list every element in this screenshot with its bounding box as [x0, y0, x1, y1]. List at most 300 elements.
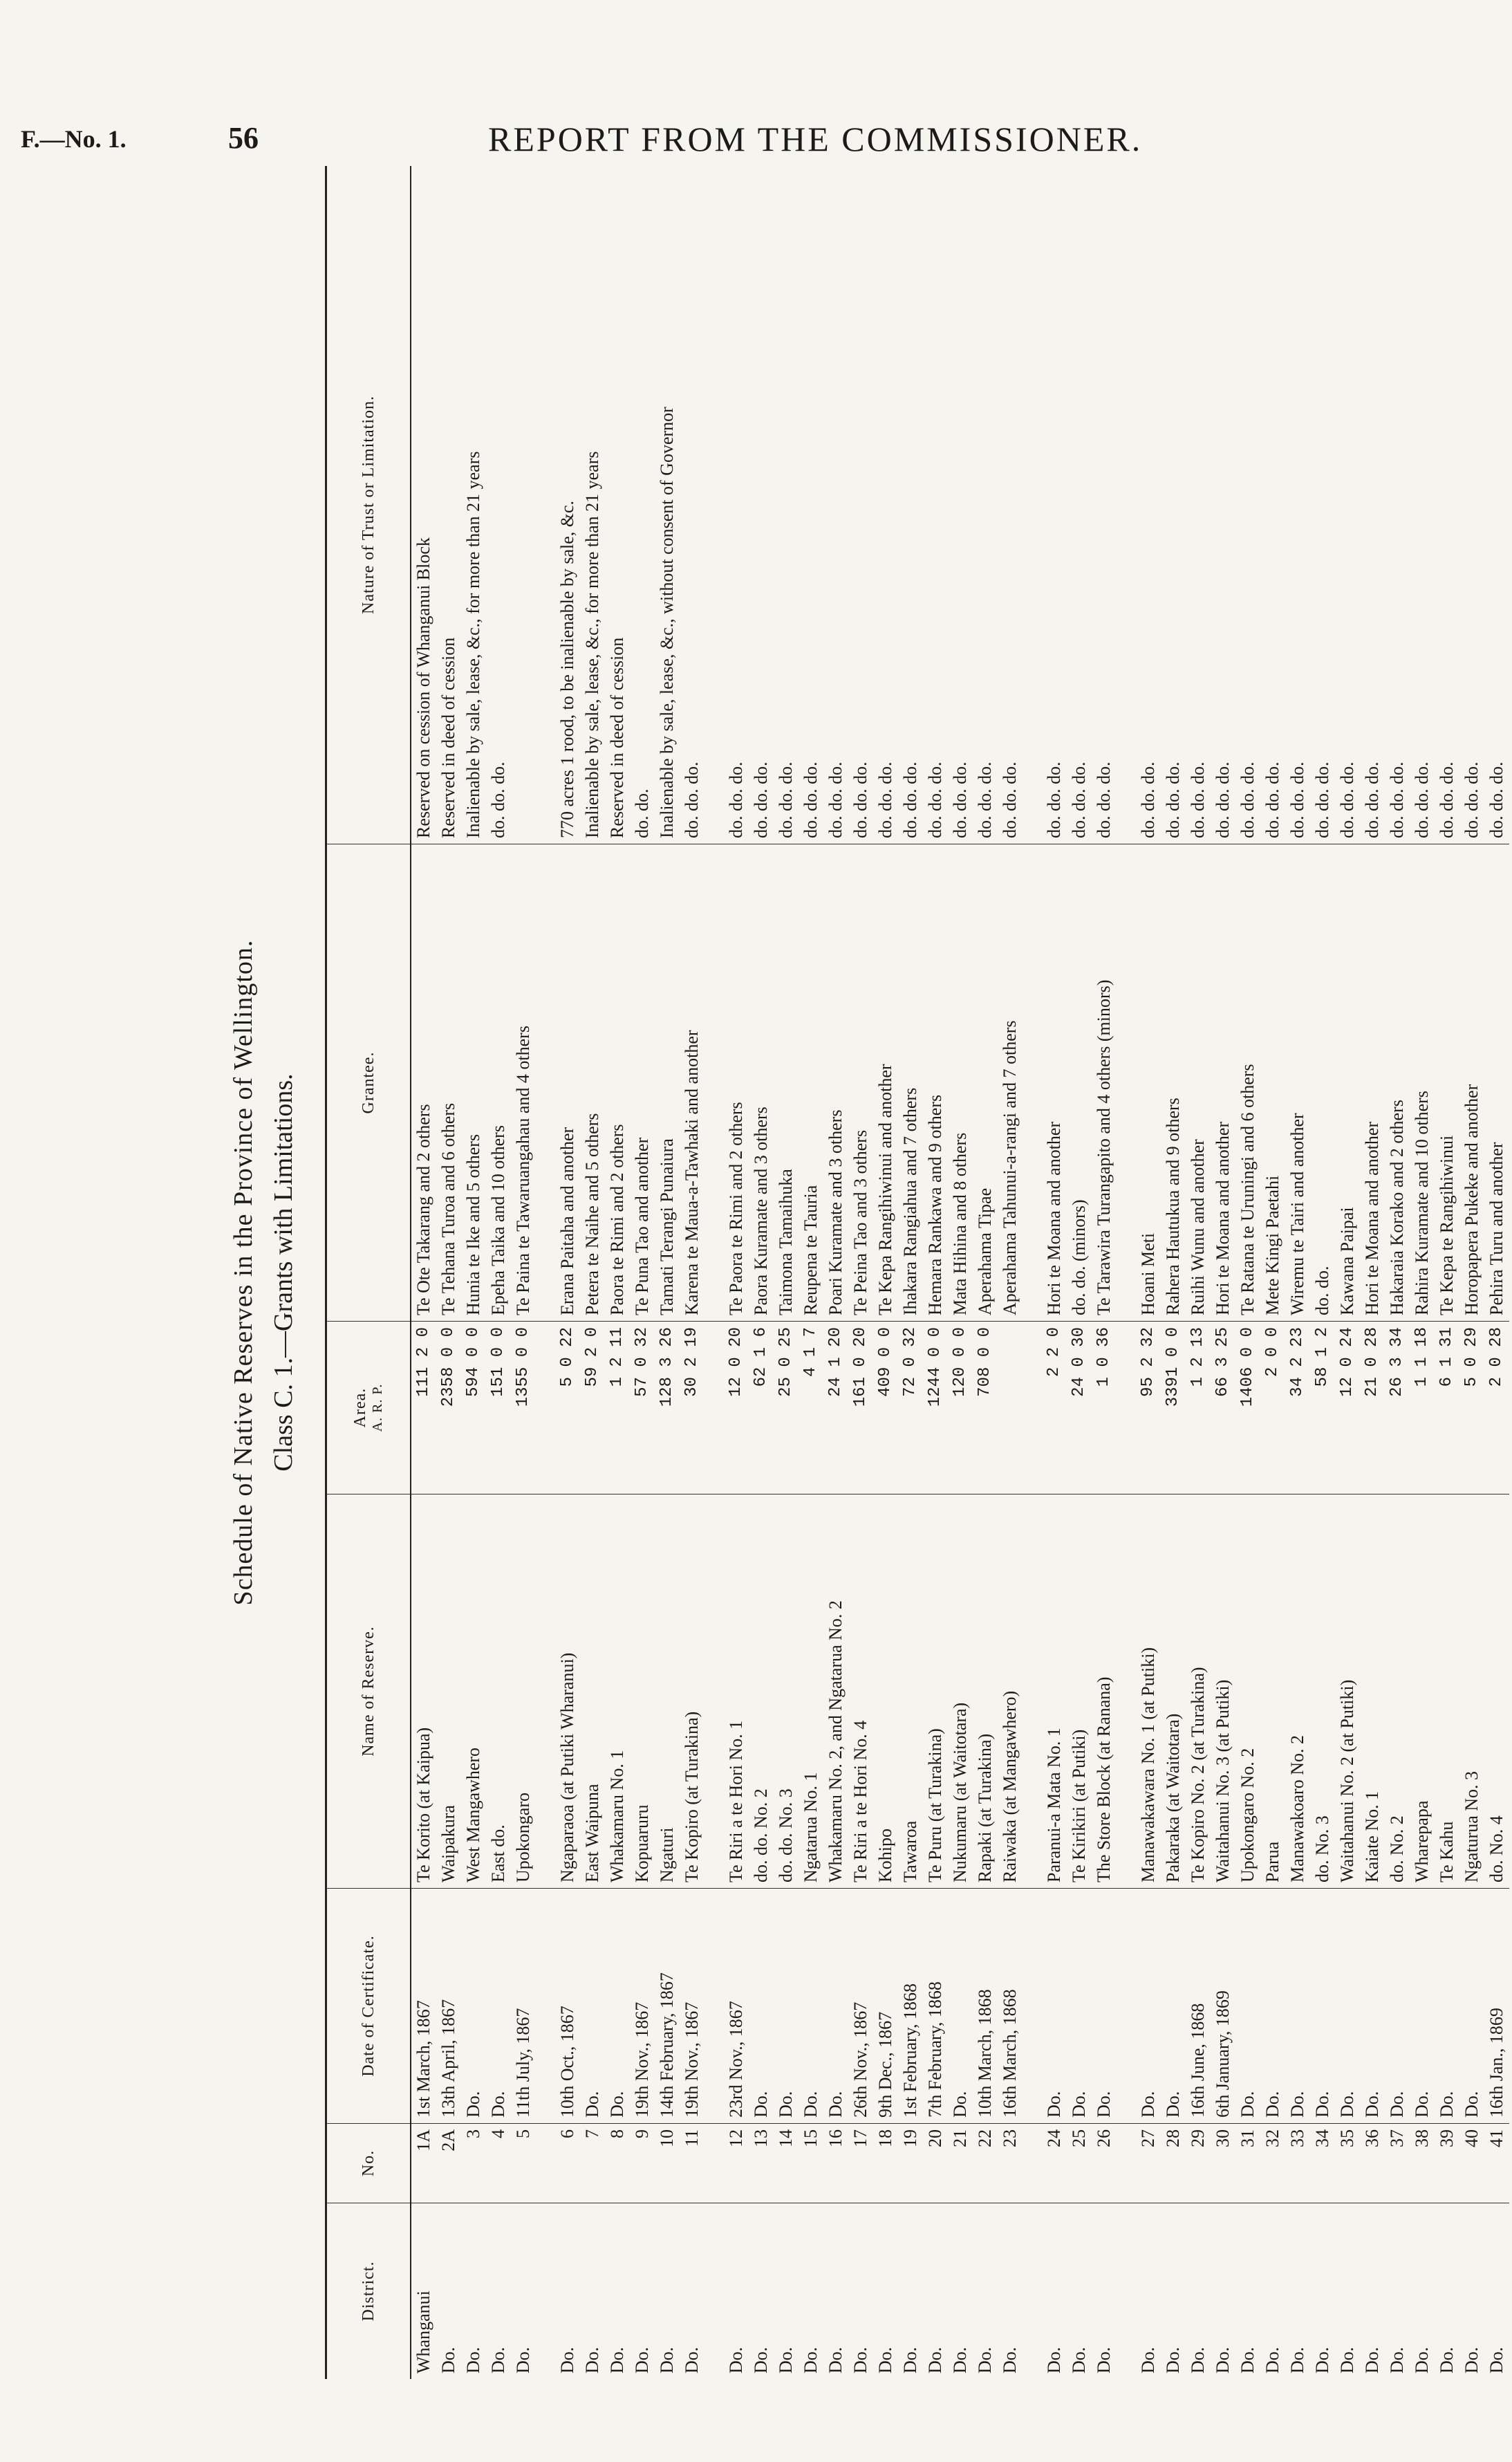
table-row	[873, 166, 898, 2379]
group-spacer	[704, 166, 724, 2379]
table-row	[998, 166, 1023, 2379]
cell-trust: do. do. do.	[1000, 761, 1020, 838]
cell-no: 35	[1335, 2123, 1360, 2203]
cell-date: 9th Dec., 1867	[873, 1888, 898, 2123]
schedule-title: Schedule of Native Reserves in the Province of Wellington.	[229, 939, 258, 1606]
cell-area: 24 1 20	[823, 1321, 848, 1494]
spacer-cell	[536, 166, 555, 844]
table-row	[461, 166, 486, 2379]
cell-grantee: Taimona Tamaihuka	[774, 844, 799, 1321]
cell-district: Do.	[1435, 2203, 1459, 2379]
cell-area: 12 0 24	[1335, 1321, 1360, 1494]
cell-date: Do.	[749, 1888, 774, 2123]
col-district: District.	[327, 2203, 410, 2379]
cell-area: 1 2 11	[605, 1321, 630, 1494]
cell-name: The Store Block (at Ranana)	[1092, 1494, 1117, 1888]
spacer-cell	[536, 1321, 555, 1494]
spacer-cell	[1117, 1321, 1136, 1494]
cell-grantee: Aperahama Tipae	[973, 844, 998, 1321]
cell-grantee: Te Peina Tao and 3 others	[848, 844, 873, 1321]
cell-district: Do.	[511, 2203, 536, 2379]
table-row	[1360, 166, 1385, 2379]
cell-area: 1 2 13	[1186, 1321, 1211, 1494]
cell-date: Do.	[1310, 1888, 1335, 2123]
cell-grantee: Ruihi Wunu and another	[1186, 844, 1211, 1321]
cell-area: 1 1 18	[1410, 1321, 1435, 1494]
table-row	[1136, 166, 1161, 2379]
cell-no: 23	[998, 2123, 1023, 2203]
spacer-cell	[704, 2123, 724, 2203]
cell-district: Do.	[1459, 2203, 1484, 2379]
cell-grantee: Rahira Kuramate and 10 others	[1410, 844, 1435, 1321]
schedule-table-rotated	[228, 166, 1507, 2379]
col-no: No.	[327, 2123, 410, 2203]
cell-district: Do.	[1042, 2203, 1067, 2379]
cell-date: Do.	[486, 1888, 511, 2123]
cell-no: 24	[1042, 2123, 1067, 2203]
cell-no: 2A	[436, 2123, 461, 2203]
cell-grantee: Hori te Moana and another	[1211, 844, 1235, 1321]
cell-date: Do.	[1235, 1888, 1260, 2123]
col-area-units: A. R. P.	[370, 1383, 385, 1432]
cell-trust: do. do. do.	[682, 761, 702, 838]
cell-trust: do. do. do.	[801, 761, 821, 838]
cell-area: 161 0 20	[848, 1321, 873, 1494]
spacer-cell	[1117, 2123, 1136, 2203]
table-row	[1161, 166, 1186, 2379]
cell-trust: do. do. do.	[488, 761, 508, 838]
cell-district: Do.	[1260, 2203, 1285, 2379]
cell-grantee: Tamati Terangi Punaiura	[655, 844, 680, 1321]
cell-trust: do. do.	[632, 788, 652, 838]
cell-trust: do. do. do.	[950, 761, 970, 838]
cell-date: 16th March, 1868	[998, 1888, 1023, 2123]
class-title: Class C. 1.—Grants with Limitations.	[269, 1073, 298, 1472]
cell-area	[998, 1321, 1023, 1494]
cell-name: Whakamaru No. 1	[605, 1494, 630, 1888]
cell-grantee: Mete Kingi Paetahi	[1260, 844, 1285, 1321]
cell-date: Do.	[1335, 1888, 1360, 2123]
cell-grantee: Te Tehana Turoa and 6 others	[436, 844, 461, 1321]
cell-grantee: Ihakara Rangiahua and 7 others	[898, 844, 923, 1321]
table-row	[948, 166, 973, 2379]
cell-trust: do. do. do.	[850, 761, 870, 838]
cell-trust: Inalienable by sale, lease, &c., without consent of Governor	[657, 407, 677, 838]
cell-name: Waitahanui No. 3 (at Putiki)	[1211, 1494, 1235, 1888]
cell-grantee: Petera te Naihe and 5 others	[580, 844, 605, 1321]
spacer-cell	[1023, 166, 1042, 844]
cell-date: Do.	[1459, 1888, 1484, 2123]
cell-name: do. No. 4	[1484, 1494, 1509, 1888]
table-row	[605, 166, 630, 2379]
cell-name: do. No. 3	[1310, 1494, 1335, 1888]
cell-area: 5 0 29	[1459, 1321, 1484, 1494]
cell-name: Waipakura	[436, 1494, 461, 1888]
cell-trust: 770 acres 1 rood, to be inalienable by sale, &c.	[557, 500, 577, 838]
cell-area: 72 0 32	[898, 1321, 923, 1494]
cell-district: Do.	[823, 2203, 848, 2379]
cell-trust: do. do. do.	[900, 761, 920, 838]
cell-area: 58 1 2	[1310, 1321, 1335, 1494]
cell-trust: do. do. do.	[925, 761, 945, 838]
cell-district: Do.	[1484, 2203, 1509, 2379]
cell-grantee: Hori te Moana and another	[1360, 844, 1385, 1321]
cell-grantee: Mata Hihina and 8 others	[948, 844, 973, 1321]
table-row	[580, 166, 605, 2379]
cell-no: 3	[461, 2123, 486, 2203]
cell-date: Do.	[799, 1888, 823, 2123]
table-row	[1235, 166, 1260, 2379]
cell-date: 23rd Nov., 1867	[724, 1888, 749, 2123]
cell-trust: Reserved on cession of Whanganui Block	[413, 537, 433, 838]
cell-district: Do.	[948, 2203, 973, 2379]
cell-trust: do. do. do.	[1044, 761, 1064, 838]
table-row	[1042, 166, 1067, 2379]
cell-area: 2 2 0	[1042, 1321, 1067, 1494]
cell-trust: do. do. do.	[875, 761, 895, 838]
table-row	[1435, 166, 1459, 2379]
cell-area: 34 2 23	[1285, 1321, 1310, 1494]
cell-name: Kohipo	[873, 1494, 898, 1888]
cell-date: 19th Nov., 1867	[630, 1888, 655, 2123]
table-row	[1410, 166, 1435, 2379]
col-grantee: Grantee.	[327, 844, 410, 1321]
table-row	[555, 166, 580, 2379]
table-row	[1211, 166, 1235, 2379]
cell-trust: do. do. do.	[1188, 761, 1208, 838]
cell-district: Do.	[998, 2203, 1023, 2379]
cell-district: Do.	[749, 2203, 774, 2379]
cell-district: Do.	[630, 2203, 655, 2379]
cell-district: Do.	[1310, 2203, 1335, 2379]
spacer-cell	[536, 844, 555, 1321]
cell-no: 27	[1136, 2123, 1161, 2203]
cell-area: 30 2 19	[680, 1321, 704, 1494]
cell-trust: do. do. do.	[1213, 761, 1233, 838]
cell-trust: do. do. do.	[726, 761, 746, 838]
cell-name: Upokongaro No. 2	[1235, 1494, 1260, 1888]
table-row	[898, 166, 923, 2379]
cell-grantee: Pehira Turu and another	[1484, 844, 1509, 1321]
cell-trust: Reserved in deed of cession	[438, 637, 458, 838]
cell-area: 128 3 26	[655, 1321, 680, 1494]
page-number: 56	[228, 121, 259, 155]
table-row	[848, 166, 873, 2379]
table-row	[1335, 166, 1360, 2379]
cell-grantee: Hoani Meti	[1136, 844, 1161, 1321]
cell-no: 19	[898, 2123, 923, 2203]
table-row	[724, 166, 749, 2379]
cell-no: 11	[680, 2123, 704, 2203]
cell-district: Do.	[1410, 2203, 1435, 2379]
group-spacer	[536, 166, 555, 2379]
cell-trust: do. do. do.	[825, 761, 846, 838]
cell-grantee: Horopapera Pukeke and another	[1459, 844, 1484, 1321]
cell-grantee: Poari Kuramate and 3 others	[823, 844, 848, 1321]
cell-name: Kaiate No. 1	[1360, 1494, 1385, 1888]
cell-no: 17	[848, 2123, 873, 2203]
cell-no: 25	[1067, 2123, 1092, 2203]
cell-district: Do.	[1092, 2203, 1117, 2379]
cell-name: Te Riri a te Hori No. 1	[724, 1494, 749, 1888]
cell-date: 7th February, 1868	[923, 1888, 948, 2123]
cell-name: Kopuaruru	[630, 1494, 655, 1888]
cell-date: Do.	[1067, 1888, 1092, 2123]
spacer-cell	[1117, 2203, 1136, 2379]
cell-no: 36	[1360, 2123, 1385, 2203]
spacer-cell	[536, 2203, 555, 2379]
cell-area: 2 0 0	[1260, 1321, 1285, 1494]
cell-date: Do.	[1042, 1888, 1067, 2123]
cell-grantee: Paora Kuramate and 3 others	[749, 844, 774, 1321]
cell-area: 59 2 0	[580, 1321, 605, 1494]
cell-district: Do.	[461, 2203, 486, 2379]
table-row	[630, 166, 655, 2379]
cell-district: Do.	[1335, 2203, 1360, 2379]
cell-trust: do. do. do.	[1387, 761, 1407, 838]
cell-no: 6	[555, 2123, 580, 2203]
col-name: Name of Reserve.	[327, 1494, 410, 1888]
cell-grantee: Reupena te Tauria	[799, 844, 823, 1321]
cell-name: Te Kirikiri (at Putiki)	[1067, 1494, 1092, 1888]
table-row	[749, 166, 774, 2379]
cell-grantee: Wiremu te Tairi and another	[1285, 844, 1310, 1321]
table-header	[325, 166, 411, 2379]
cell-grantee: Te Paina te Tawaruangahau and 4 others	[511, 844, 536, 1321]
table-row	[973, 166, 998, 2379]
cell-trust: do. do. do.	[1312, 761, 1332, 838]
cell-grantee: Te Puna Tao and another	[630, 844, 655, 1321]
spacer-cell	[1117, 1888, 1136, 2123]
cell-date: Do.	[605, 1888, 630, 2123]
cell-name: Manawakoaro No. 2	[1285, 1494, 1310, 1888]
cell-area: 409 0 0	[873, 1321, 898, 1494]
cell-trust: do. do. do.	[1138, 761, 1158, 838]
cell-trust: Inalienable by sale, lease, &c., for more than 21 years	[582, 451, 602, 838]
cell-grantee: Te Kepa te Rangihiwinui	[1435, 844, 1459, 1321]
cell-date: 26th Nov., 1867	[848, 1888, 873, 2123]
cell-district: Do.	[1360, 2203, 1385, 2379]
spacer-cell	[1023, 844, 1042, 1321]
cell-district: Do.	[436, 2203, 461, 2379]
cell-name: East do.	[486, 1494, 511, 1888]
table-row	[1260, 166, 1285, 2379]
cell-grantee: Hemara Rankawa and 9 others	[923, 844, 948, 1321]
cell-name: Ngatarua No. 1	[799, 1494, 823, 1888]
cell-date: Do.	[1136, 1888, 1161, 2123]
cell-name: Pakaraka (at Waitotara)	[1161, 1494, 1186, 1888]
cell-district: Whanganui	[411, 2203, 436, 2379]
cell-name: Ngaturi	[655, 1494, 680, 1888]
cell-no: 5	[511, 2123, 536, 2203]
spacer-cell	[704, 844, 724, 1321]
table-row	[923, 166, 948, 2379]
cell-grantee: Te Tarawira Turangapito and 4 others (minors)	[1092, 844, 1117, 1321]
cell-area: 21 0 28	[1360, 1321, 1385, 1494]
cell-no: 26	[1092, 2123, 1117, 2203]
spacer-cell	[1117, 844, 1136, 1321]
cell-area: 151 0 0	[486, 1321, 511, 1494]
table-row	[1385, 166, 1410, 2379]
cell-no: 38	[1410, 2123, 1435, 2203]
cell-grantee: Hakaraia Korako and 2 others	[1385, 844, 1410, 1321]
cell-name: Wharepapa	[1410, 1494, 1435, 1888]
cell-district: Do.	[848, 2203, 873, 2379]
spacer-cell	[704, 1494, 724, 1888]
cell-grantee: Te Ote Takarang and 2 others	[411, 844, 436, 1321]
cell-trust: Reserved in deed of cession	[607, 637, 627, 838]
cell-no: 41	[1484, 2123, 1509, 2203]
cell-area: 95 2 32	[1136, 1321, 1161, 1494]
cell-district: Do.	[1161, 2203, 1186, 2379]
cell-area: 5 0 22	[555, 1321, 580, 1494]
cell-no: 4	[486, 2123, 511, 2203]
cell-name: Upokongaro	[511, 1494, 536, 1888]
cell-district: Do.	[1067, 2203, 1092, 2379]
cell-area: 6 1 31	[1435, 1321, 1459, 1494]
cell-trust: do. do. do.	[1163, 761, 1183, 838]
cell-date: Do.	[1385, 1888, 1410, 2123]
spacer-cell	[704, 1321, 724, 1494]
cell-date: Do.	[1260, 1888, 1285, 2123]
spacer-cell	[704, 2203, 724, 2379]
cell-date: Do.	[823, 1888, 848, 2123]
cell-no: 28	[1161, 2123, 1186, 2203]
col-area	[327, 1321, 410, 1494]
cell-area: 66 3 25	[1211, 1321, 1235, 1494]
cell-name: do. do. No. 3	[774, 1494, 799, 1888]
cell-name: Parua	[1260, 1494, 1285, 1888]
cell-date: 11th July, 1867	[511, 1888, 536, 2123]
cell-trust: do. do. do.	[751, 761, 771, 838]
spacer-cell	[1023, 1494, 1042, 1888]
cell-date: Do.	[1092, 1888, 1117, 2123]
spacer-cell	[1117, 1494, 1136, 1888]
cell-grantee: Rahera Hautukua and 9 others	[1161, 844, 1186, 1321]
cell-name: Te Puru (at Turakina)	[923, 1494, 948, 1888]
cell-area: 3391 0 0	[1161, 1321, 1186, 1494]
cell-trust: do. do. do.	[776, 761, 796, 838]
cell-trust: do. do. do.	[1486, 761, 1506, 838]
cell-name: Manawakawara No. 1 (at Putiki)	[1136, 1494, 1161, 1888]
cell-date: Do.	[1410, 1888, 1435, 2123]
cell-grantee: Hunia te Ike and 5 others	[461, 844, 486, 1321]
cell-district: Do.	[486, 2203, 511, 2379]
cell-district: Do.	[555, 2203, 580, 2379]
col-trust: Nature of Trust or Limitation.	[359, 396, 377, 614]
cell-grantee: Te Paora te Rimi and 2 others	[724, 844, 749, 1321]
table-row	[1092, 166, 1117, 2379]
cell-district: Do.	[680, 2203, 704, 2379]
cell-name: Te Kopiro No. 2 (at Turakina)	[1186, 1494, 1211, 1888]
cell-area: 594 0 0	[461, 1321, 486, 1494]
cell-no: 21	[948, 2123, 973, 2203]
cell-grantee: Erana Paitaha and another	[555, 844, 580, 1321]
cell-area: 1406 0 0	[1235, 1321, 1260, 1494]
cell-no: 9	[630, 2123, 655, 2203]
cell-no: 8	[605, 2123, 630, 2203]
cell-no: 29	[1186, 2123, 1211, 2203]
cell-district: Do.	[605, 2203, 630, 2379]
cell-district: Do.	[1186, 2203, 1211, 2379]
spacer-cell	[536, 1888, 555, 2123]
cell-area: 12 0 20	[724, 1321, 749, 1494]
table-row	[655, 166, 680, 2379]
cell-trust: do. do. do.	[1094, 761, 1114, 838]
cell-trust: do. do. do.	[1069, 761, 1089, 838]
cell-name: Rapaki (at Turakina)	[973, 1494, 998, 1888]
cell-date: 1st February, 1868	[898, 1888, 923, 2123]
cell-grantee: Paora te Rimi and 2 others	[605, 844, 630, 1321]
cell-district: Do.	[1136, 2203, 1161, 2379]
cell-trust: Inalienable by sale, lease, &c., for more than 21 years	[463, 451, 483, 838]
cell-area: 24 0 30	[1067, 1321, 1092, 1494]
cell-no: 34	[1310, 2123, 1335, 2203]
cell-no: 13	[749, 2123, 774, 2203]
cell-trust	[511, 166, 536, 844]
cell-no: 12	[724, 2123, 749, 2203]
cell-name: Te Korito (at Kaipua)	[411, 1494, 436, 1888]
cell-date: 10th March, 1868	[973, 1888, 998, 2123]
cell-no: 10	[655, 2123, 680, 2203]
cell-date: Do.	[580, 1888, 605, 2123]
cell-grantee: Karena te Maua-a-Tawhaki and another	[680, 844, 704, 1321]
cell-area: 708 0 0	[973, 1321, 998, 1494]
cell-grantee: Hori te Moana and another	[1042, 844, 1067, 1321]
cell-date: Do.	[948, 1888, 973, 2123]
cell-no: 30	[1211, 2123, 1235, 2203]
cell-trust: do. do. do.	[1412, 761, 1432, 838]
cell-area: 25 0 25	[774, 1321, 799, 1494]
cell-no: 40	[1459, 2123, 1484, 2203]
cell-date: Do.	[1360, 1888, 1385, 2123]
table-row	[680, 166, 704, 2379]
table-row	[511, 166, 536, 2379]
cell-area: 2358 0 0	[436, 1321, 461, 1494]
cell-date: 6th January, 1869	[1211, 1888, 1235, 2123]
cell-date: Do.	[774, 1888, 799, 2123]
cell-trust: do. do. do.	[1462, 761, 1482, 838]
cell-grantee: Kawana Paipai	[1335, 844, 1360, 1321]
cell-no: 37	[1385, 2123, 1410, 2203]
cell-no: 18	[873, 2123, 898, 2203]
cell-name: Te Kahu	[1435, 1494, 1459, 1888]
cell-date: 10th Oct., 1867	[555, 1888, 580, 2123]
table-row	[436, 166, 461, 2379]
cell-district: Do.	[1385, 2203, 1410, 2379]
cell-area: 120 0 0	[948, 1321, 973, 1494]
cell-trust: do. do. do.	[1362, 761, 1382, 838]
spacer-cell	[1023, 2203, 1042, 2379]
cell-no: 14	[774, 2123, 799, 2203]
report-title: REPORT FROM THE COMMISSIONER.	[488, 120, 1143, 158]
cell-name: Tawaroa	[898, 1494, 923, 1888]
cell-area: 62 1 6	[749, 1321, 774, 1494]
cell-area: 2 0 28	[1484, 1321, 1509, 1494]
cell-district: Do.	[898, 2203, 923, 2379]
cell-district: Do.	[973, 2203, 998, 2379]
table-body	[411, 166, 1509, 2379]
cell-area: 4 1 7	[799, 1321, 823, 1494]
cell-trust: do. do. do.	[1337, 761, 1357, 838]
cell-no: 39	[1435, 2123, 1459, 2203]
cell-district: Do.	[1235, 2203, 1260, 2379]
cell-date: Do.	[1285, 1888, 1310, 2123]
table-row	[1484, 166, 1509, 2379]
cell-date: Do.	[461, 1888, 486, 2123]
cell-name: Ngaparaoa (at Putiki Wharanui)	[555, 1494, 580, 1888]
spacer-cell	[1023, 1888, 1042, 2123]
